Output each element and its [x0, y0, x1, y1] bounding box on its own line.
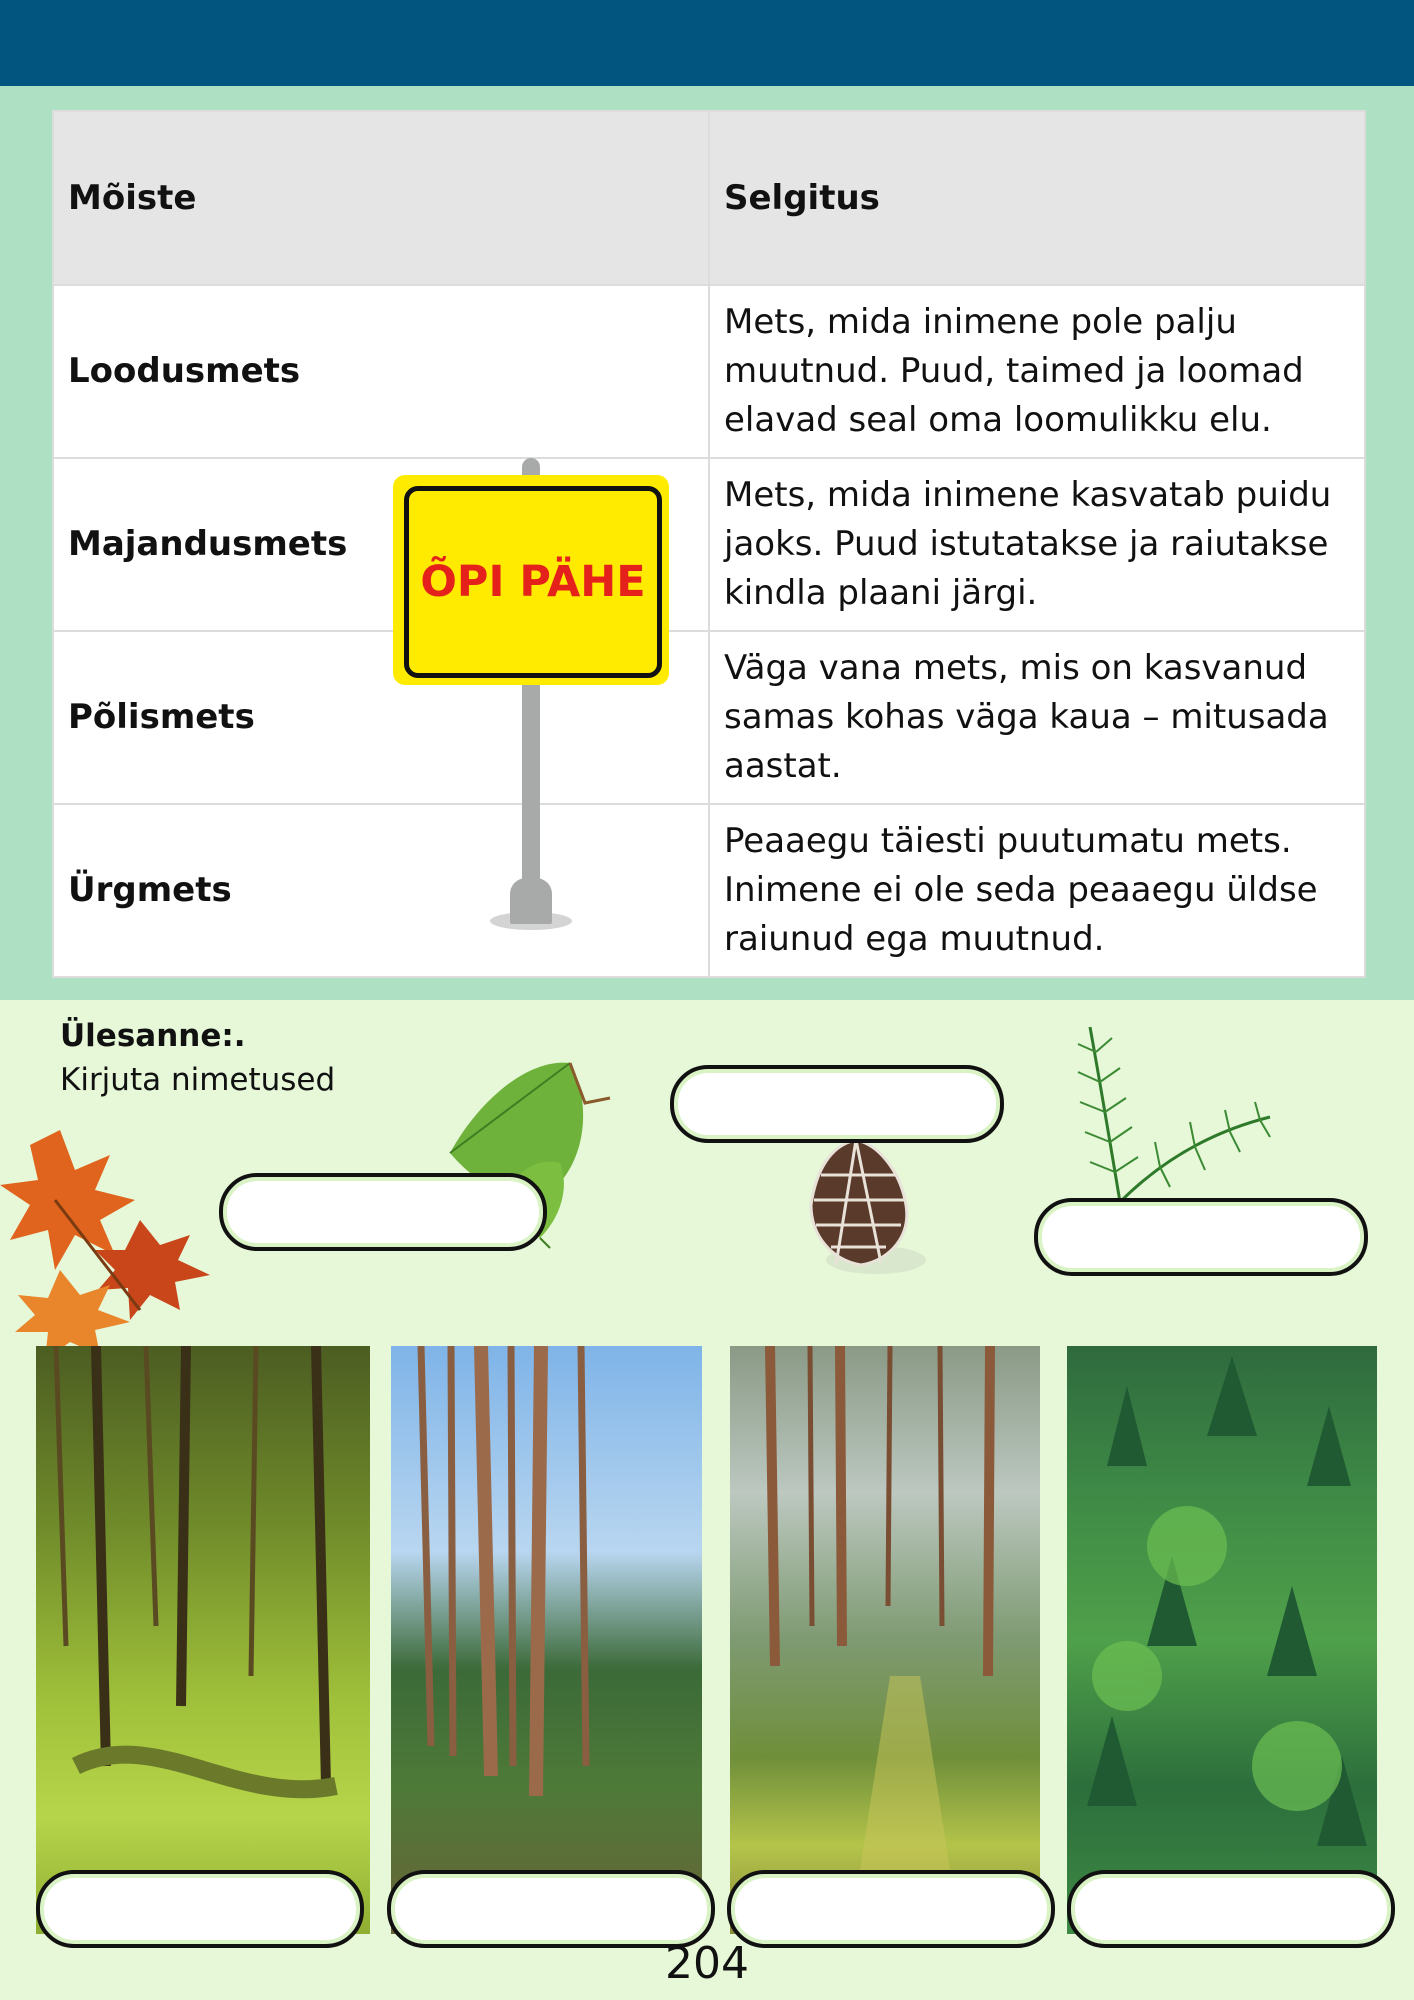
answer-box-photo-1[interactable] [36, 1870, 364, 1948]
term-cell: Ürgmets [53, 804, 709, 977]
terms-table [52, 110, 1366, 978]
answer-box-photo-4[interactable] [1067, 1870, 1395, 1948]
spruce-branch-icon [1060, 1022, 1280, 1207]
table-row [53, 458, 1365, 631]
forest-photo-mossy [36, 1346, 370, 1934]
task-instruction: Kirjuta nimetused [60, 1062, 336, 1098]
pine-cone-icon [786, 1135, 936, 1285]
explanation-cell: Peaaegu täiesti puutumatu mets. Inimene ei ole seda peaaegu üldse raiunud ega muutnud. [709, 804, 1365, 977]
page-number: 204 [665, 1938, 749, 1989]
top-header-bar [0, 0, 1414, 86]
table-header-row [53, 111, 1365, 285]
answer-box-birch[interactable] [219, 1173, 547, 1251]
table-row [53, 285, 1365, 458]
explanation-cell: Mets, mida inimene kasvatab puidu jaoks. Puud istutatakse ja raiutakse kindla plaani järgi. [709, 458, 1365, 631]
answer-box-photo-3[interactable] [727, 1870, 1055, 1948]
sign-frame [404, 486, 662, 678]
table-row [53, 631, 1365, 804]
answer-box-photo-2[interactable] [387, 1870, 715, 1948]
forest-photo-misty [730, 1346, 1040, 1934]
term-cell: Majandusmets [53, 458, 709, 631]
forest-photo-pine [391, 1346, 702, 1934]
answer-box-spruce[interactable] [1034, 1198, 1368, 1276]
forest-photo-canopy [1067, 1346, 1377, 1934]
term-cell: Loodusmets [53, 285, 709, 458]
term-cell: Põlismets [53, 631, 709, 804]
table-row [53, 804, 1365, 977]
explanation-cell: Mets, mida inimene pole palju muutnud. Puud, taimed ja loomad elavad seal oma loomulikku elu. [709, 285, 1365, 458]
column-header-term: Mõiste [53, 111, 709, 285]
answer-box-pine[interactable] [670, 1065, 1004, 1143]
sign-base [510, 878, 552, 924]
column-header-explanation: Selgitus [709, 111, 1365, 285]
learn-by-heart-sign [393, 475, 669, 685]
sign-label: ÕPI PÄHE [420, 557, 646, 607]
maple-leaves-icon [0, 1110, 250, 1360]
explanation-cell: Väga vana mets, mis on kasvanud samas kohas väga kaua – mitusada aastat. [709, 631, 1365, 804]
task-title: Ülesanne:. [60, 1018, 246, 1054]
